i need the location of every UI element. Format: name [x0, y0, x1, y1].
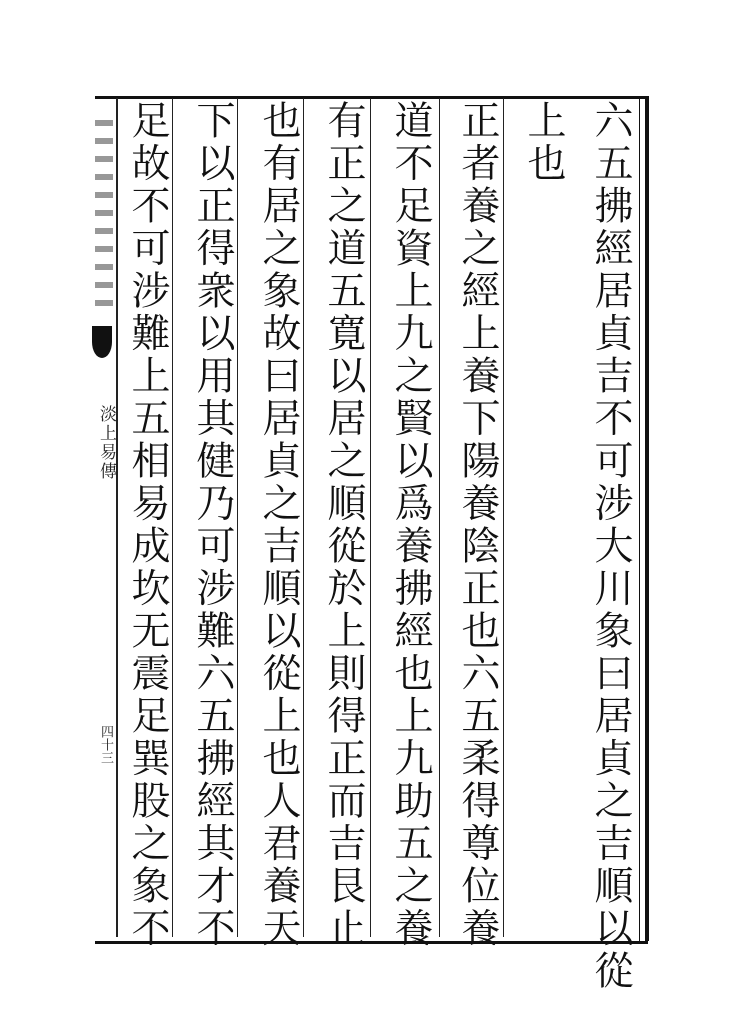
bleed-through-marks: [95, 120, 113, 310]
frame-right-border: [645, 96, 649, 941]
text-column-6: 也有居之象故曰居貞之吉順以從上也人君養天: [256, 100, 301, 950]
text-column-7: 下以正得衆以用其健乃可涉難六五拂經其才不: [190, 100, 235, 950]
text-column-4: 道不足資上九之賢以爲養拂經也上九助五之養: [388, 100, 433, 950]
fore-edge-page-number: 四十三: [98, 725, 113, 764]
fish-tail-mark: [92, 326, 112, 358]
text-column-1: 六五拂經居貞吉不可涉大川象曰居貞之吉順以從: [588, 100, 633, 993]
fore-edge-title: 淡上易傳: [96, 405, 116, 481]
text-column-5: 有正之道五寛以居之順從於上則得正而吉艮止: [321, 100, 366, 950]
text-column-8: 足故不可涉難上五相易成坎无震足巽股之象不: [125, 100, 170, 950]
text-column-2: 上也: [521, 100, 566, 185]
text-column-3: 正者養之經上養下陽養陰正也六五柔得尊位養: [455, 100, 500, 950]
